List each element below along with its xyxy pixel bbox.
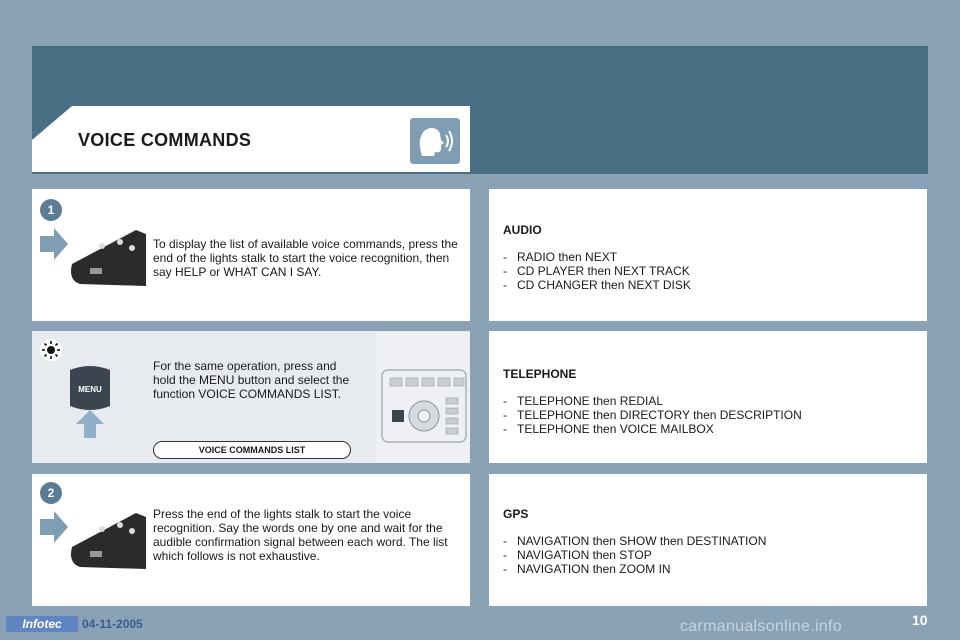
menu-button-icon — [66, 362, 114, 440]
list-item: - NAVIGATION then STOP — [503, 548, 766, 562]
menu-button-label: MENU — [78, 385, 102, 394]
sun-icon-badge — [40, 339, 62, 361]
voice-commands-list-pill: VOICE COMMANDS LIST — [153, 441, 351, 459]
list-item: - NAVIGATION then ZOOM IN — [503, 562, 766, 576]
list-item: - RADIO then NEXT — [503, 250, 691, 264]
watermark: carmanualsonline.info — [680, 618, 842, 635]
list-item: - NAVIGATION then SHOW then DESTINATION — [503, 534, 766, 548]
list-item: - TELEPHONE then DIRECTORY then DESCRIPTION — [503, 408, 802, 422]
step1-text: To display the list of available voice commands, press the end of the lights stalk to start the voice recognition, then say HELP or WHAT CAN I SAY. — [153, 237, 458, 279]
list-item: - CD PLAYER then NEXT TRACK — [503, 264, 691, 278]
infotec-logo: Infotec — [6, 616, 78, 632]
audio-heading: AUDIO — [503, 223, 542, 237]
step2-text: Press the end of the lights stalk to start the voice recognition. Say the words one by one and wait for the audible confirmation signal between each word. The list which follows is not exhaustive. — [153, 507, 448, 563]
lights-stalk-icon-2 — [40, 507, 150, 577]
list-item: - TELEPHONE then VOICE MAILBOX — [503, 422, 802, 436]
page-title: VOICE COMMANDS — [78, 130, 252, 150]
lights-stalk-icon — [40, 224, 150, 294]
telephone-list — [503, 394, 802, 436]
list-item: - TELEPHONE then REDIAL — [503, 394, 802, 408]
step-badge-1: 1 — [40, 199, 62, 221]
list-item: - CD CHANGER then NEXT DISK — [503, 278, 691, 292]
radio-panel-icon — [376, 332, 470, 462]
footer-date: 04-11-2005 — [82, 617, 143, 631]
gps-list — [503, 534, 766, 576]
page-number: 10 — [912, 612, 928, 628]
gps-heading: GPS — [503, 507, 529, 521]
alt-text: For the same operation, press and hold the MENU button and select the function VOICE COMMANDS LIST. — [153, 359, 350, 401]
audio-list — [503, 250, 691, 292]
voice-speaking-icon — [410, 118, 460, 164]
telephone-heading: TELEPHONE — [503, 367, 577, 381]
sun-icon — [40, 339, 62, 361]
step-badge-2: 2 — [40, 482, 62, 504]
